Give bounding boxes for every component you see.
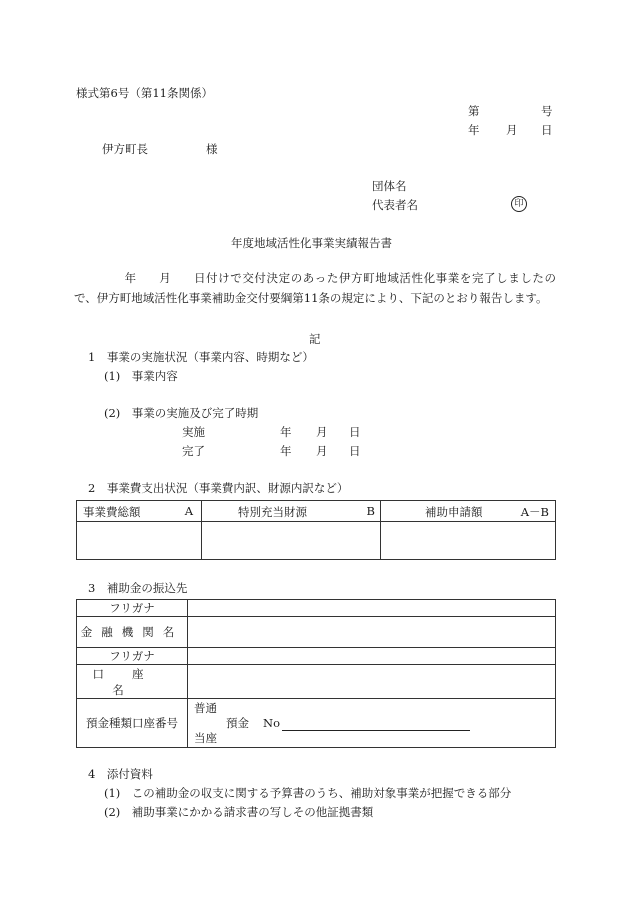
- form-number: 様式第6号（第11条関係）: [76, 86, 213, 100]
- account-number-line[interactable]: [282, 717, 470, 731]
- account-type-label: [77, 699, 188, 748]
- document-number-suffix: 号: [541, 104, 553, 118]
- representative-label: 代表者名: [372, 198, 418, 212]
- account-name-label: [77, 665, 188, 699]
- section1-heading: 1 事業の実施状況（事業内容、時期など）: [88, 350, 314, 364]
- addressee-name: 伊方町長: [102, 142, 148, 156]
- intro-paragraph: [74, 268, 556, 308]
- document-number-prefix: 第: [468, 104, 480, 118]
- expense-special-cell[interactable]: [202, 522, 381, 560]
- expense-header-special-code: B: [366, 504, 375, 518]
- account-furigana-text: フリガナ: [109, 649, 155, 663]
- account-furigana-field[interactable]: [188, 648, 556, 665]
- account-type-current: 当座: [194, 730, 217, 745]
- intro-year: 年: [124, 271, 137, 285]
- expense-header-request-code: A－B: [520, 505, 549, 519]
- intro-month: 月: [158, 271, 172, 285]
- seal-mark: 印: [511, 196, 527, 212]
- section1-item2: (2) 事業の実施及び完了時期: [104, 406, 259, 420]
- bank-name-text: 金融機関名: [80, 625, 184, 639]
- attachment-item-2: (2) 補助事業にかかる請求書の写しその他証拠書類: [104, 805, 374, 819]
- section3-heading: 3 補助金の振込先: [88, 581, 188, 595]
- bank-furigana-label: [77, 600, 188, 617]
- schedule-start-month: 月: [316, 425, 328, 439]
- bank-furigana-field[interactable]: [188, 600, 556, 617]
- expense-header-request: [381, 501, 556, 522]
- account-type-ordinary: 普通: [194, 700, 217, 715]
- expense-request-cell[interactable]: [381, 522, 556, 560]
- account-type-text: 預金種類口座番号: [86, 716, 178, 730]
- schedule-end-day: 日: [349, 444, 361, 458]
- schedule-end-label: 完了: [182, 444, 205, 458]
- account-type-field[interactable]: [188, 699, 556, 748]
- expense-header-total-code: A: [184, 504, 193, 518]
- schedule-start-label: 実施: [182, 425, 205, 439]
- org-name-label: 団体名: [372, 179, 407, 193]
- section2-heading: 2 事業費支出状況（事業費内訳、財源内訳など）: [88, 481, 349, 495]
- account-number-row: [194, 716, 555, 731]
- expense-header-special: [202, 501, 381, 522]
- account-no-label: No: [263, 715, 280, 730]
- bank-name-label: [77, 617, 188, 648]
- schedule-start-day: 日: [349, 425, 361, 439]
- date-month: 月: [506, 123, 518, 137]
- account-name-text: 口座名: [92, 666, 172, 697]
- expense-header-special-label: 特別充当財源: [238, 505, 307, 519]
- expense-header-request-label: 補助申請額: [425, 505, 483, 519]
- bank-name-field[interactable]: [188, 617, 556, 648]
- account-name-field[interactable]: [188, 665, 556, 699]
- addressee-honorific: 様: [206, 142, 218, 156]
- ki-marker: 記: [309, 332, 321, 346]
- schedule-end-month: 月: [316, 444, 328, 458]
- intro-text: 日付けで交付決定のあった伊方町地域活性化事業を完了しましたので、伊方町地域活性化事業補助金交付要綱第11条の規定により、下記のとおり報告します。: [74, 271, 556, 305]
- expense-table: [76, 500, 556, 560]
- schedule-start-year: 年: [280, 425, 292, 439]
- attachment-item-1: (1) この補助金の収支に関する予算書のうち、補助対象事業が把握できる部分: [104, 786, 512, 800]
- section4-heading: 4 添付資料: [88, 767, 153, 781]
- account-furigana-label: [77, 648, 188, 665]
- date-year: 年: [468, 123, 480, 137]
- date-day: 日: [541, 123, 553, 137]
- schedule-end-year: 年: [280, 444, 292, 458]
- bank-furigana-text: フリガナ: [109, 601, 155, 615]
- expense-header-total: [77, 501, 202, 522]
- bank-table: [76, 599, 556, 748]
- document-title: 年度地域活性化事業実績報告書: [231, 236, 392, 250]
- expense-header-total-label: 事業費総額: [83, 505, 141, 519]
- section1-item1: (1) 事業内容: [104, 369, 178, 383]
- expense-total-cell[interactable]: [77, 522, 202, 560]
- account-deposit-label: 預金: [226, 715, 249, 730]
